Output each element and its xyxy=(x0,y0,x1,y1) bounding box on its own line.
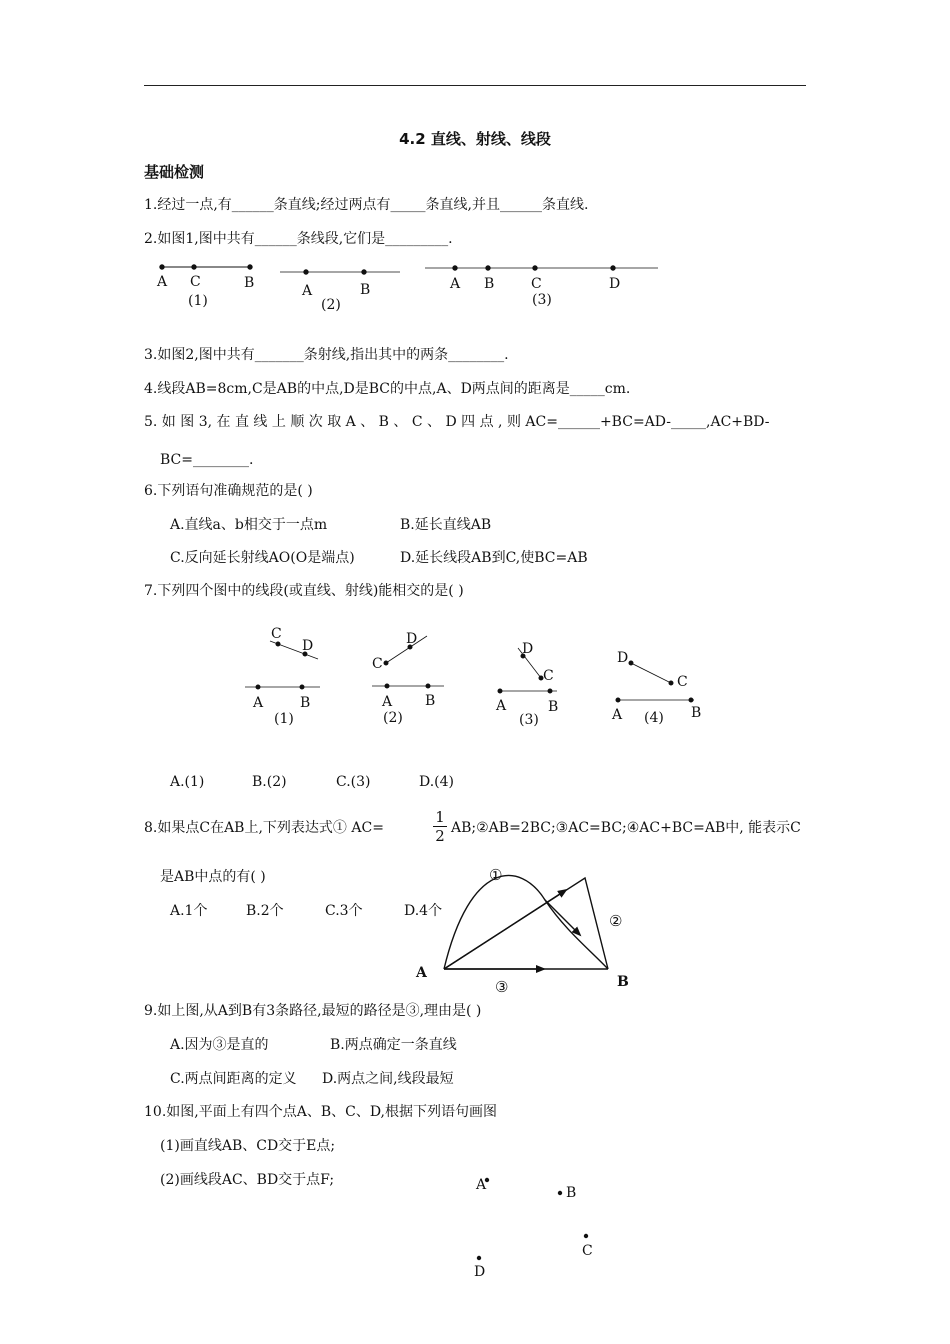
fig1-caption: (1) xyxy=(188,293,208,309)
point-c xyxy=(276,642,280,646)
figure-1-segments xyxy=(160,265,252,269)
q7f2-label-d: D xyxy=(406,631,418,647)
question-8-option-d: D.4个 xyxy=(404,903,443,919)
path-3-label: ③ xyxy=(495,978,509,996)
point-b xyxy=(300,685,304,689)
question-7-option-a: A.(1) xyxy=(170,774,205,790)
fig1-label-b: B xyxy=(244,275,255,291)
q7f4-caption: (4) xyxy=(644,710,664,726)
fig3-label-d: D xyxy=(609,276,621,292)
q7f2-label-a: A xyxy=(382,694,393,710)
fig2-label-b: B xyxy=(360,282,371,298)
point-a xyxy=(616,698,620,702)
question-8-part-2: AB;②AB=2BC;③AC=BC;④AC+BC=AB中, 能表示C xyxy=(451,820,801,836)
question-9-option-d: D.两点之间,线段最短 xyxy=(322,1071,454,1087)
q10-label-b: B xyxy=(566,1185,577,1201)
fig1-label-a: A xyxy=(157,274,168,290)
point-b xyxy=(486,266,490,270)
point-b xyxy=(248,265,252,269)
point-c xyxy=(669,681,673,685)
question-8-option-b: B.2个 xyxy=(246,903,284,919)
fraction-numerator: 1 xyxy=(433,808,447,827)
question-6-option-a: A.直线a、b相交于一点m xyxy=(170,517,328,533)
point-b xyxy=(362,270,366,274)
fraction-denominator: 2 xyxy=(435,827,445,845)
question-9: 9.如上图,从A到B有3条路径,最短的路径是③,理由是( ) xyxy=(144,1003,482,1019)
question-6-option-d: D.延长线段AB到C,使BC=AB xyxy=(400,550,588,566)
q7f1-label-b: B xyxy=(300,695,311,711)
question-8-option-c: C.3个 xyxy=(325,903,363,919)
question-10: 10.如图,平面上有四个点A、B、C、D,根据下列语句画图 xyxy=(144,1104,497,1120)
q7f2-label-c: C xyxy=(372,656,383,672)
path-1-label: ① xyxy=(489,866,503,884)
fig3-label-b: B xyxy=(484,276,495,292)
question-7: 7.下列四个图中的线段(或直线、射线)能相交的是( ) xyxy=(144,583,464,599)
question-7-option-b: B.(2) xyxy=(252,774,287,790)
question-1: 1.经过一点,有______条直线;经过两点有_____条直线,并且______条直线. xyxy=(144,197,589,213)
q7f3-label-d: D xyxy=(522,641,534,657)
question-10-step-2: (2)画线段AC、BD交于点F; xyxy=(160,1172,335,1188)
q7f1-label-d: D xyxy=(302,638,314,654)
q10-label-a: A xyxy=(476,1177,487,1193)
point-a xyxy=(453,266,457,270)
fig2-caption: (2) xyxy=(321,297,341,313)
point-b xyxy=(689,698,693,702)
fig2-label-a: A xyxy=(302,283,313,299)
figure-2-line xyxy=(280,270,400,274)
paths-label-a: A xyxy=(416,965,427,981)
point-c xyxy=(533,266,537,270)
question-6: 6.下列语句准确规范的是( ) xyxy=(144,483,313,499)
q7f1-caption: (1) xyxy=(274,711,294,727)
question-8-part-1: 8.如果点C在AB上,下列表达式① AC= xyxy=(144,820,384,836)
q7f4-label-a: A xyxy=(612,707,623,723)
q7f1-label-a: A xyxy=(253,695,264,711)
q7f4-label-d: D xyxy=(617,650,629,666)
point-d xyxy=(629,661,633,665)
figure-3-line xyxy=(425,266,658,270)
point-b xyxy=(426,684,430,688)
q7f4-label-b: B xyxy=(691,705,702,721)
paths-figure xyxy=(444,876,608,969)
question-7-option-c: C.(3) xyxy=(336,774,371,790)
point-c xyxy=(192,265,196,269)
point-b xyxy=(548,689,552,693)
q7f2-caption: (2) xyxy=(383,710,403,726)
q7f1-label-c: C xyxy=(271,626,282,642)
path-2-label: ② xyxy=(609,912,623,930)
path-1-arrow xyxy=(545,900,580,935)
path-2-arrow xyxy=(444,890,566,969)
question-3: 3.如图2,图中共有_______条射线,指出其中的两条________. xyxy=(144,347,509,363)
point-d xyxy=(477,1256,481,1260)
point-c xyxy=(584,1234,588,1238)
point-d xyxy=(611,266,615,270)
point-a xyxy=(256,685,260,689)
question-5-line-2: BC=________. xyxy=(160,452,254,468)
point-b xyxy=(558,1191,562,1195)
q7f2-label-b: B xyxy=(425,693,436,709)
question-8-line-2: 是AB中点的有( ) xyxy=(160,869,266,885)
page-title: 4.2 直线、射线、线段 xyxy=(399,130,551,148)
question-2: 2.如图1,图中共有______条线段,它们是_________. xyxy=(144,231,453,247)
question-6-option-c: C.反向延长射线AO(O是端点) xyxy=(170,550,355,566)
point-a xyxy=(160,265,164,269)
q7f3-label-a: A xyxy=(496,698,507,714)
q10-label-d: D xyxy=(474,1264,486,1280)
q7f3-caption: (3) xyxy=(519,712,539,728)
paths-label-b: B xyxy=(617,974,629,990)
section-heading: 基础检测 xyxy=(144,163,205,181)
q7f3-label-c: C xyxy=(543,668,554,684)
fig3-caption: (3) xyxy=(532,292,552,308)
fig1-label-c: C xyxy=(190,274,201,290)
segment-dc xyxy=(631,663,671,683)
fig3-label-c: C xyxy=(531,276,542,292)
question-6-option-b: B.延长直线AB xyxy=(400,517,492,533)
fig3-label-a: A xyxy=(450,276,461,292)
point-a xyxy=(385,684,389,688)
q7f4-label-c: C xyxy=(677,674,688,690)
question-9-option-b: B.两点确定一条直线 xyxy=(330,1037,457,1053)
question-9-option-a: A.因为③是直的 xyxy=(170,1037,269,1053)
question-9-option-c: C.两点间距离的定义 xyxy=(170,1071,297,1087)
question-10-step-1: (1)画直线AB、CD交于E点; xyxy=(160,1138,336,1154)
question-8-option-a: A.1个 xyxy=(170,903,208,919)
q7f3-label-b: B xyxy=(548,699,559,715)
q10-label-c: C xyxy=(582,1243,593,1259)
question-4: 4.线段AB=8cm,C是AB的中点,D是BC的中点,A、D两点间的距离是_____cm. xyxy=(144,381,631,397)
point-c xyxy=(384,661,388,665)
point-a xyxy=(498,689,502,693)
point-a xyxy=(304,270,308,274)
path-1-curve xyxy=(444,876,608,969)
path-2-polyline xyxy=(444,878,608,969)
question-7-option-d: D.(4) xyxy=(419,774,455,790)
question-5-line-1: 5. 如 图 3, 在 直 线 上 顺 次 取 A 、 B 、 C 、 D 四 点 , 则 AC=______+BC=AD-_____,AC+BD- xyxy=(144,414,770,430)
